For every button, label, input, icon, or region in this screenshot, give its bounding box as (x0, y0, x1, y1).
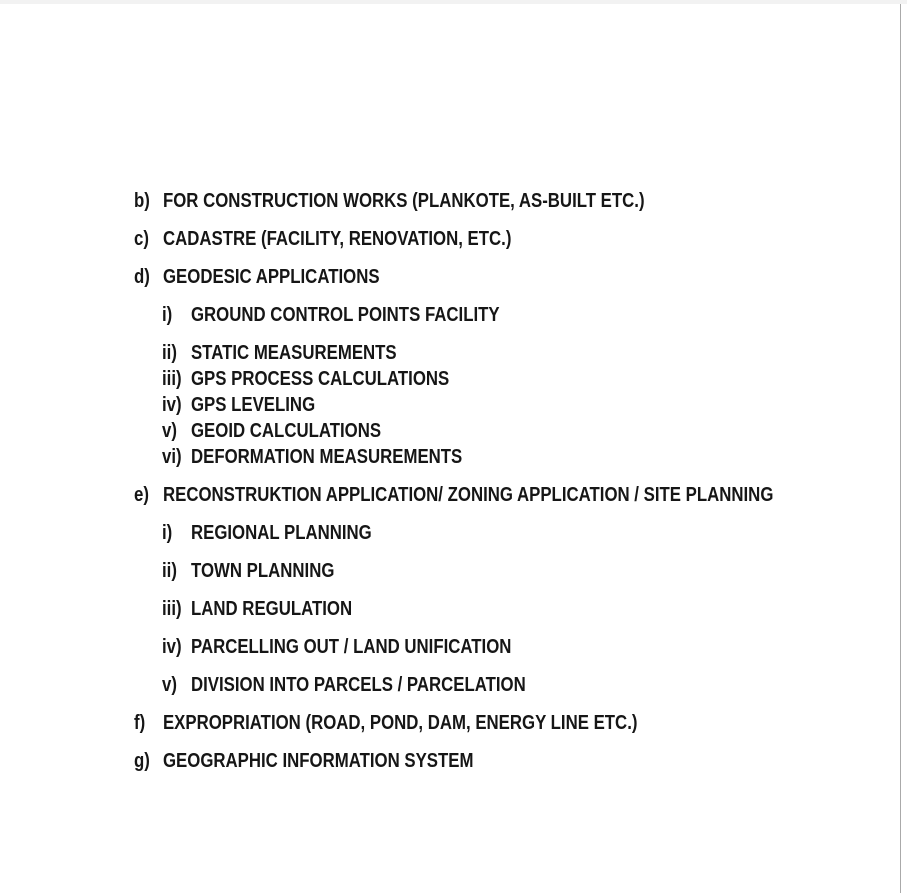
list-item-label: ii) (162, 560, 177, 582)
list-item-text: GEOID CALCULATIONS (190, 420, 382, 442)
list-item-text: STATIC MEASUREMENTS (190, 342, 397, 364)
list-item (134, 749, 473, 773)
list-item-text: GPS LEVELING (190, 394, 316, 416)
list-item-text: PARCELLING OUT / LAND UNIFICATION (190, 636, 512, 658)
list-item-label: c) (134, 228, 149, 250)
list-item-label: d) (134, 266, 150, 288)
list-item (162, 341, 397, 365)
list-item-text: DEFORMATION MEASUREMENTS (190, 446, 463, 468)
list-item (162, 597, 352, 621)
list-item (134, 265, 380, 289)
list-item (162, 419, 381, 443)
list-item-label: e) (134, 484, 149, 506)
list-item-label: iii) (162, 598, 182, 620)
list-item (134, 711, 637, 735)
list-item (162, 303, 500, 327)
list-item (134, 227, 511, 251)
list-item-text: TOWN PLANNING (190, 560, 335, 582)
list-item-text: GEOGRAPHIC INFORMATION SYSTEM (162, 750, 474, 772)
list-item-text: GROUND CONTROL POINTS FACILITY (190, 304, 500, 326)
list-item-text: GEODESIC APPLICATIONS (162, 266, 380, 288)
list-item (134, 483, 773, 507)
list-item (162, 635, 511, 659)
list-item-label: vi) (162, 446, 182, 468)
list-item-text: CADASTRE (FACILITY, RENOVATION, ETC.) (162, 228, 512, 250)
list-item (162, 521, 372, 545)
list-item-label: i) (162, 304, 173, 326)
list-item-text: RECONSTRUKTION APPLICATION/ ZONING APPLICATION / SITE PLANNING (162, 484, 774, 506)
list-item (162, 673, 526, 697)
list-item (162, 367, 449, 391)
list-item-label: iv) (162, 636, 182, 658)
list-item (162, 393, 315, 417)
list-item-label: g) (134, 750, 150, 772)
list-item-label: v) (162, 674, 177, 696)
list-item (162, 445, 462, 469)
list-item-text: DIVISION INTO PARCELS / PARCELATION (190, 674, 526, 696)
list-item-text: LAND REGULATION (190, 598, 353, 620)
list-item-label: i) (162, 522, 173, 544)
list-item-text: FOR CONSTRUCTION WORKS (PLANKOTE, AS-BUILT ETC.) (162, 190, 645, 212)
list-item-label: ii) (162, 342, 177, 364)
list-item-label: v) (162, 420, 177, 442)
list-item-label: f) (134, 712, 146, 734)
list-item-label: b) (134, 190, 150, 212)
list-item (134, 189, 645, 213)
list-item (162, 559, 334, 583)
list-item-label: iv) (162, 394, 182, 416)
list-item-text: GPS PROCESS CALCULATIONS (190, 368, 450, 390)
list-item-text: REGIONAL PLANNING (190, 522, 372, 544)
list-item-text: EXPROPRIATION (ROAD, POND, DAM, ENERGY LINE ETC.) (162, 712, 638, 734)
list-item-label: iii) (162, 368, 182, 390)
